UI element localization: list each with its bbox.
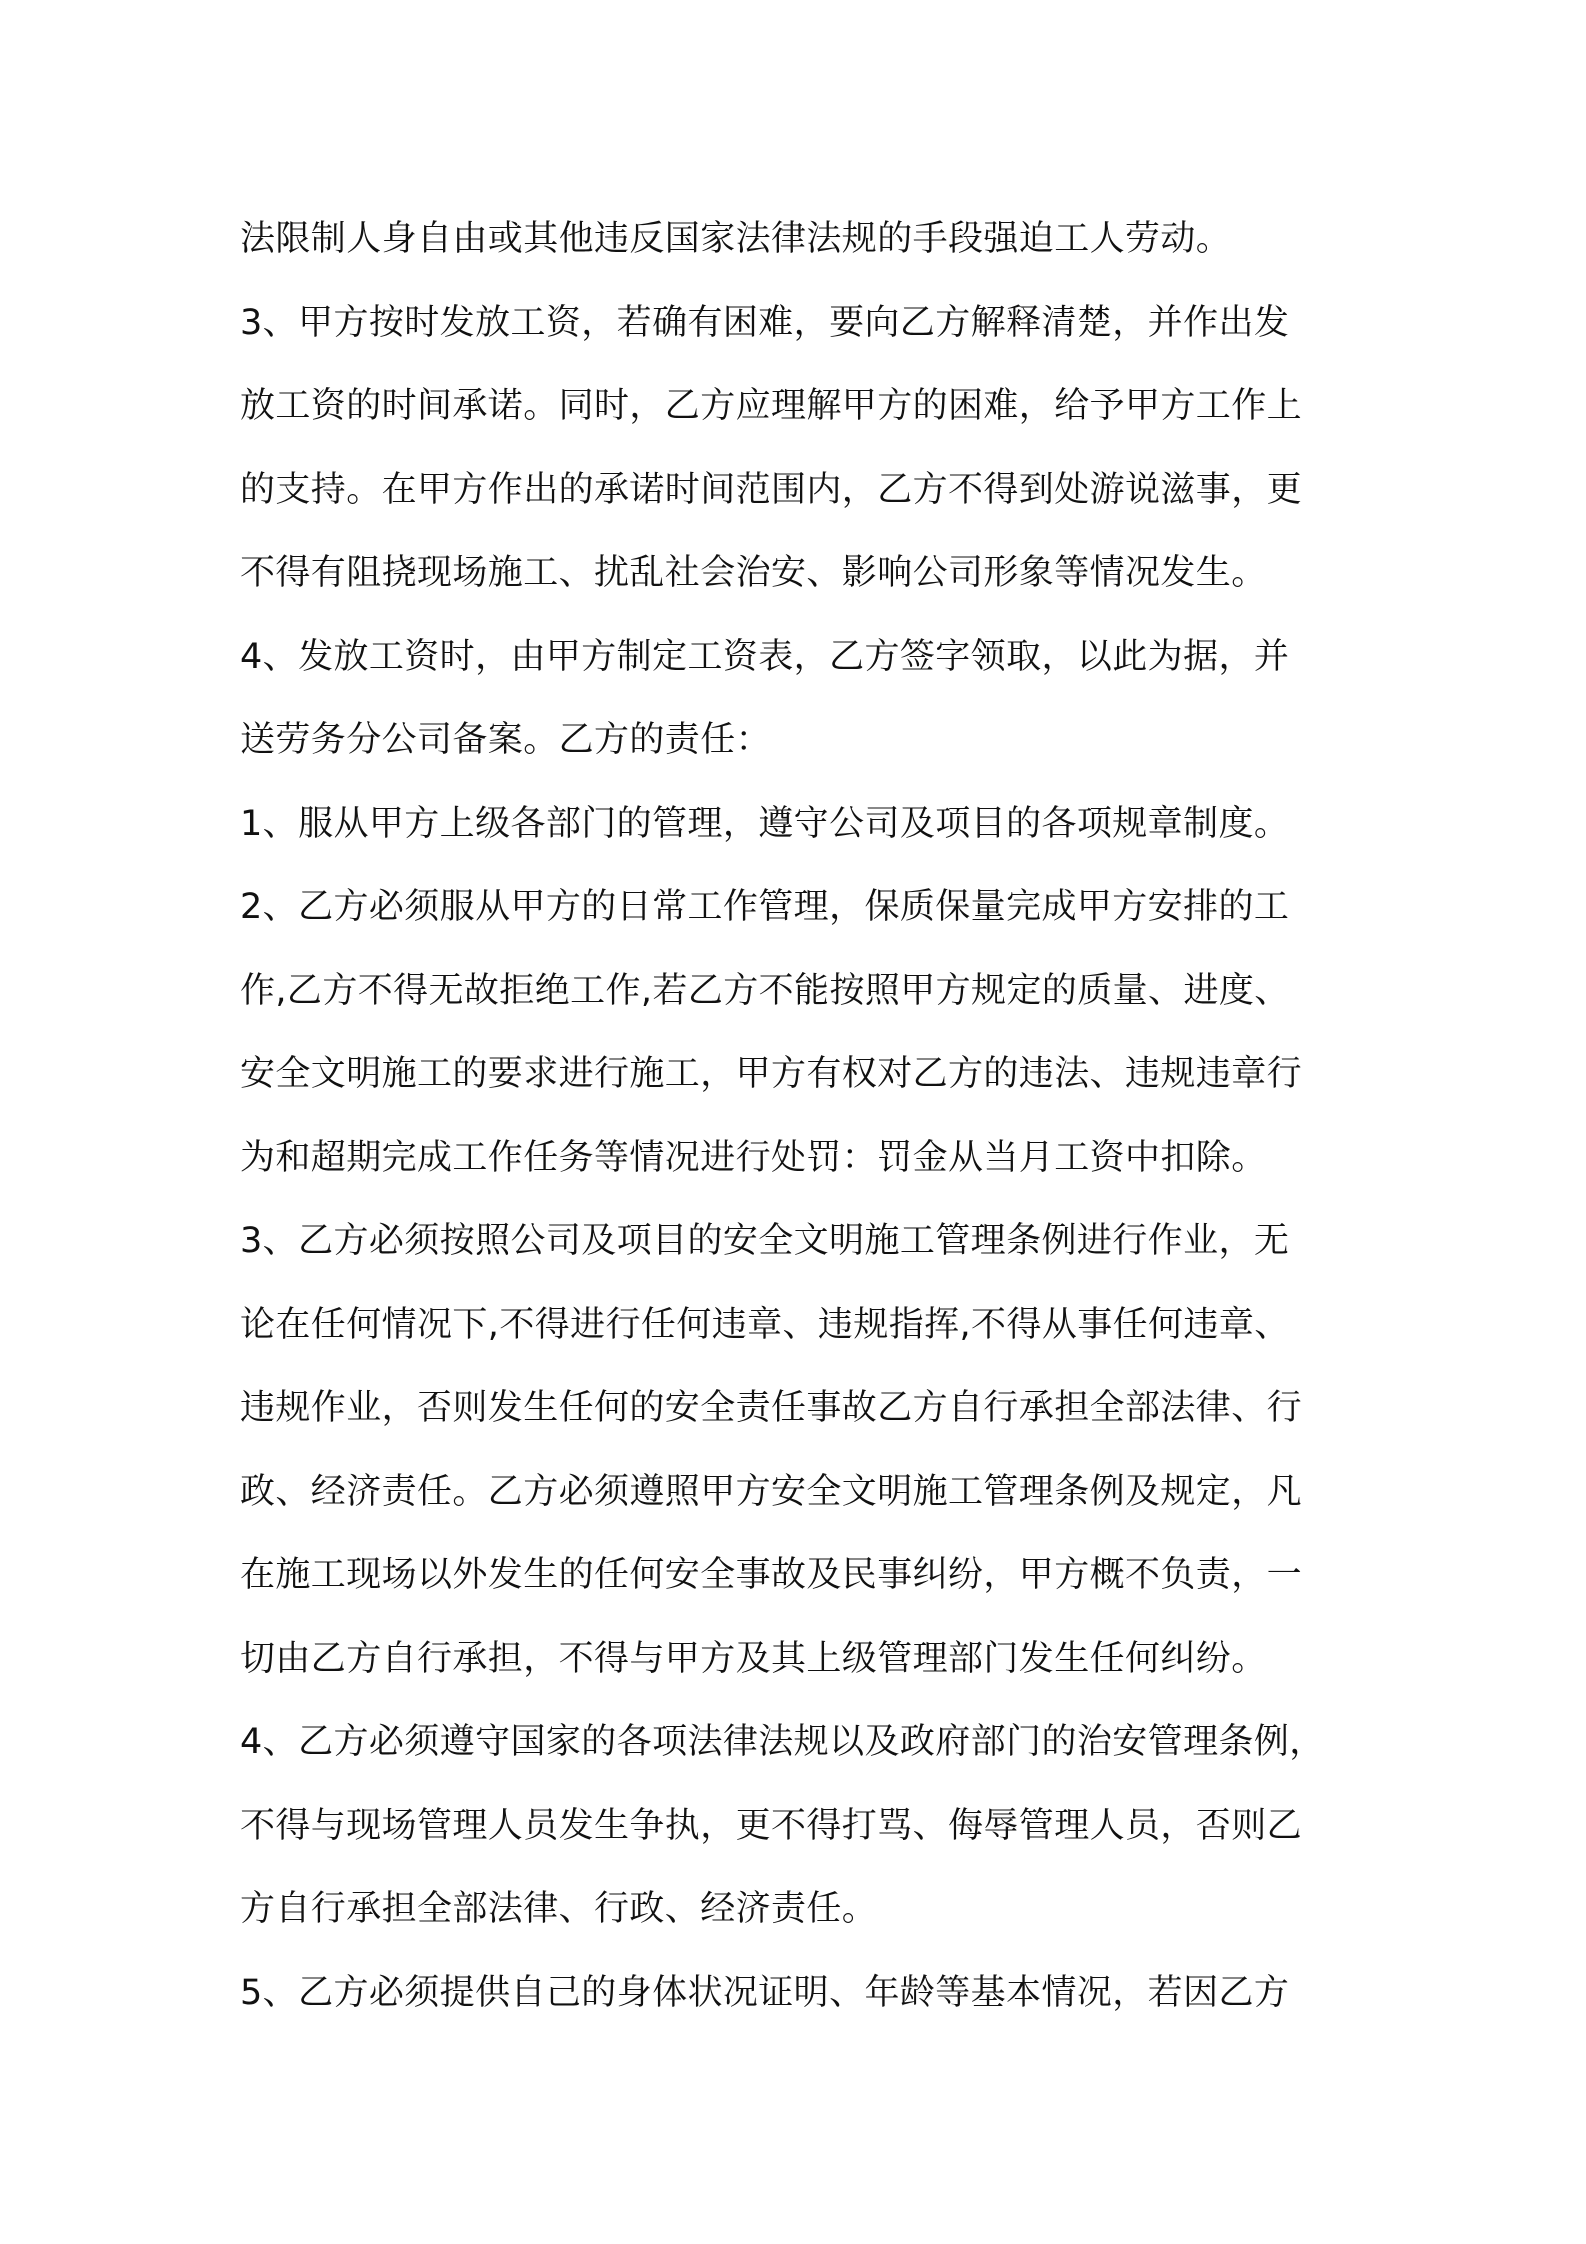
text-line: 4、发放工资时，由甲方制定工资表，乙方签字领取，以此为据，并 [240,636,1290,677]
text-line: 论在任何情况下,不得进行任何违章、违规指挥,不得从事任何违章、 [240,1304,1290,1345]
text-line: 4、乙方必须遵守国家的各项法律法规以及政府部门的治安管理条例， [240,1722,1325,1762]
text-line: 为和超期完成工作任务等情况进行处罚：罚金从当月工资中扣除。 [240,1137,1267,1178]
text-line: 方自行承担全部法律、行政、经济责任。 [240,1889,878,1929]
text-line: 3、乙方必须按照公司及项目的安全文明施工管理条例进行作业，无 [240,1221,1290,1261]
text-line: 政、经济责任。乙方必须遵照甲方安全文明施工管理条例及规定，凡 [240,1471,1303,1512]
text-line: 不得与现场管理人员发生争执，更不得打骂、侮辱管理人员，否则乙 [240,1805,1303,1846]
text-line: 作,乙方不得无故拒绝工作,若乙方不能按照甲方规定的质量、进度、 [240,970,1290,1011]
text-line: 放工资的时间承诺。同时，乙方应理解甲方的困难，给予甲方工作上 [240,386,1303,426]
text-line: 5、乙方必须提供自己的身体状况证明、年龄等基本情况，若因乙方 [240,1972,1290,2013]
text-line: 1、服从甲方上级各部门的管理，遵守公司及项目的各项规章制度。 [240,803,1290,844]
text-line: 的支持。在甲方作出的承诺时间范围内，乙方不得到处游说滋事，更 [240,469,1303,510]
text-line: 不得有阻挠现场施工、扰乱社会治安、影响公司形象等情况发生。 [240,553,1267,593]
text-line: 送劳务分公司备案。乙方的责任： [240,720,772,760]
text-line: 违规作业，否则发生任何的安全责任事故乙方自行承担全部法律、行 [240,1388,1303,1428]
text-line: 3、甲方按时发放工资，若确有困难，要向乙方解释清楚，并作出发 [240,302,1290,343]
text-line: 法限制人身自由或其他违反国家法律法规的手段强迫工人劳动。 [240,219,1232,259]
text-line: 切由乙方自行承担，不得与甲方及其上级管理部门发生任何纠纷。 [240,1638,1267,1679]
text-line: 安全文明施工的要求进行施工，甲方有权对乙方的违法、违规违章行 [240,1054,1303,1094]
text-line: 在施工现场以外发生的任何安全事故及民事纠纷，甲方概不负责，一 [240,1555,1303,1595]
contract-text-body [240,198,1360,2035]
text-line: 2、乙方必须服从甲方的日常工作管理，保质保量完成甲方安排的工 [240,887,1290,927]
